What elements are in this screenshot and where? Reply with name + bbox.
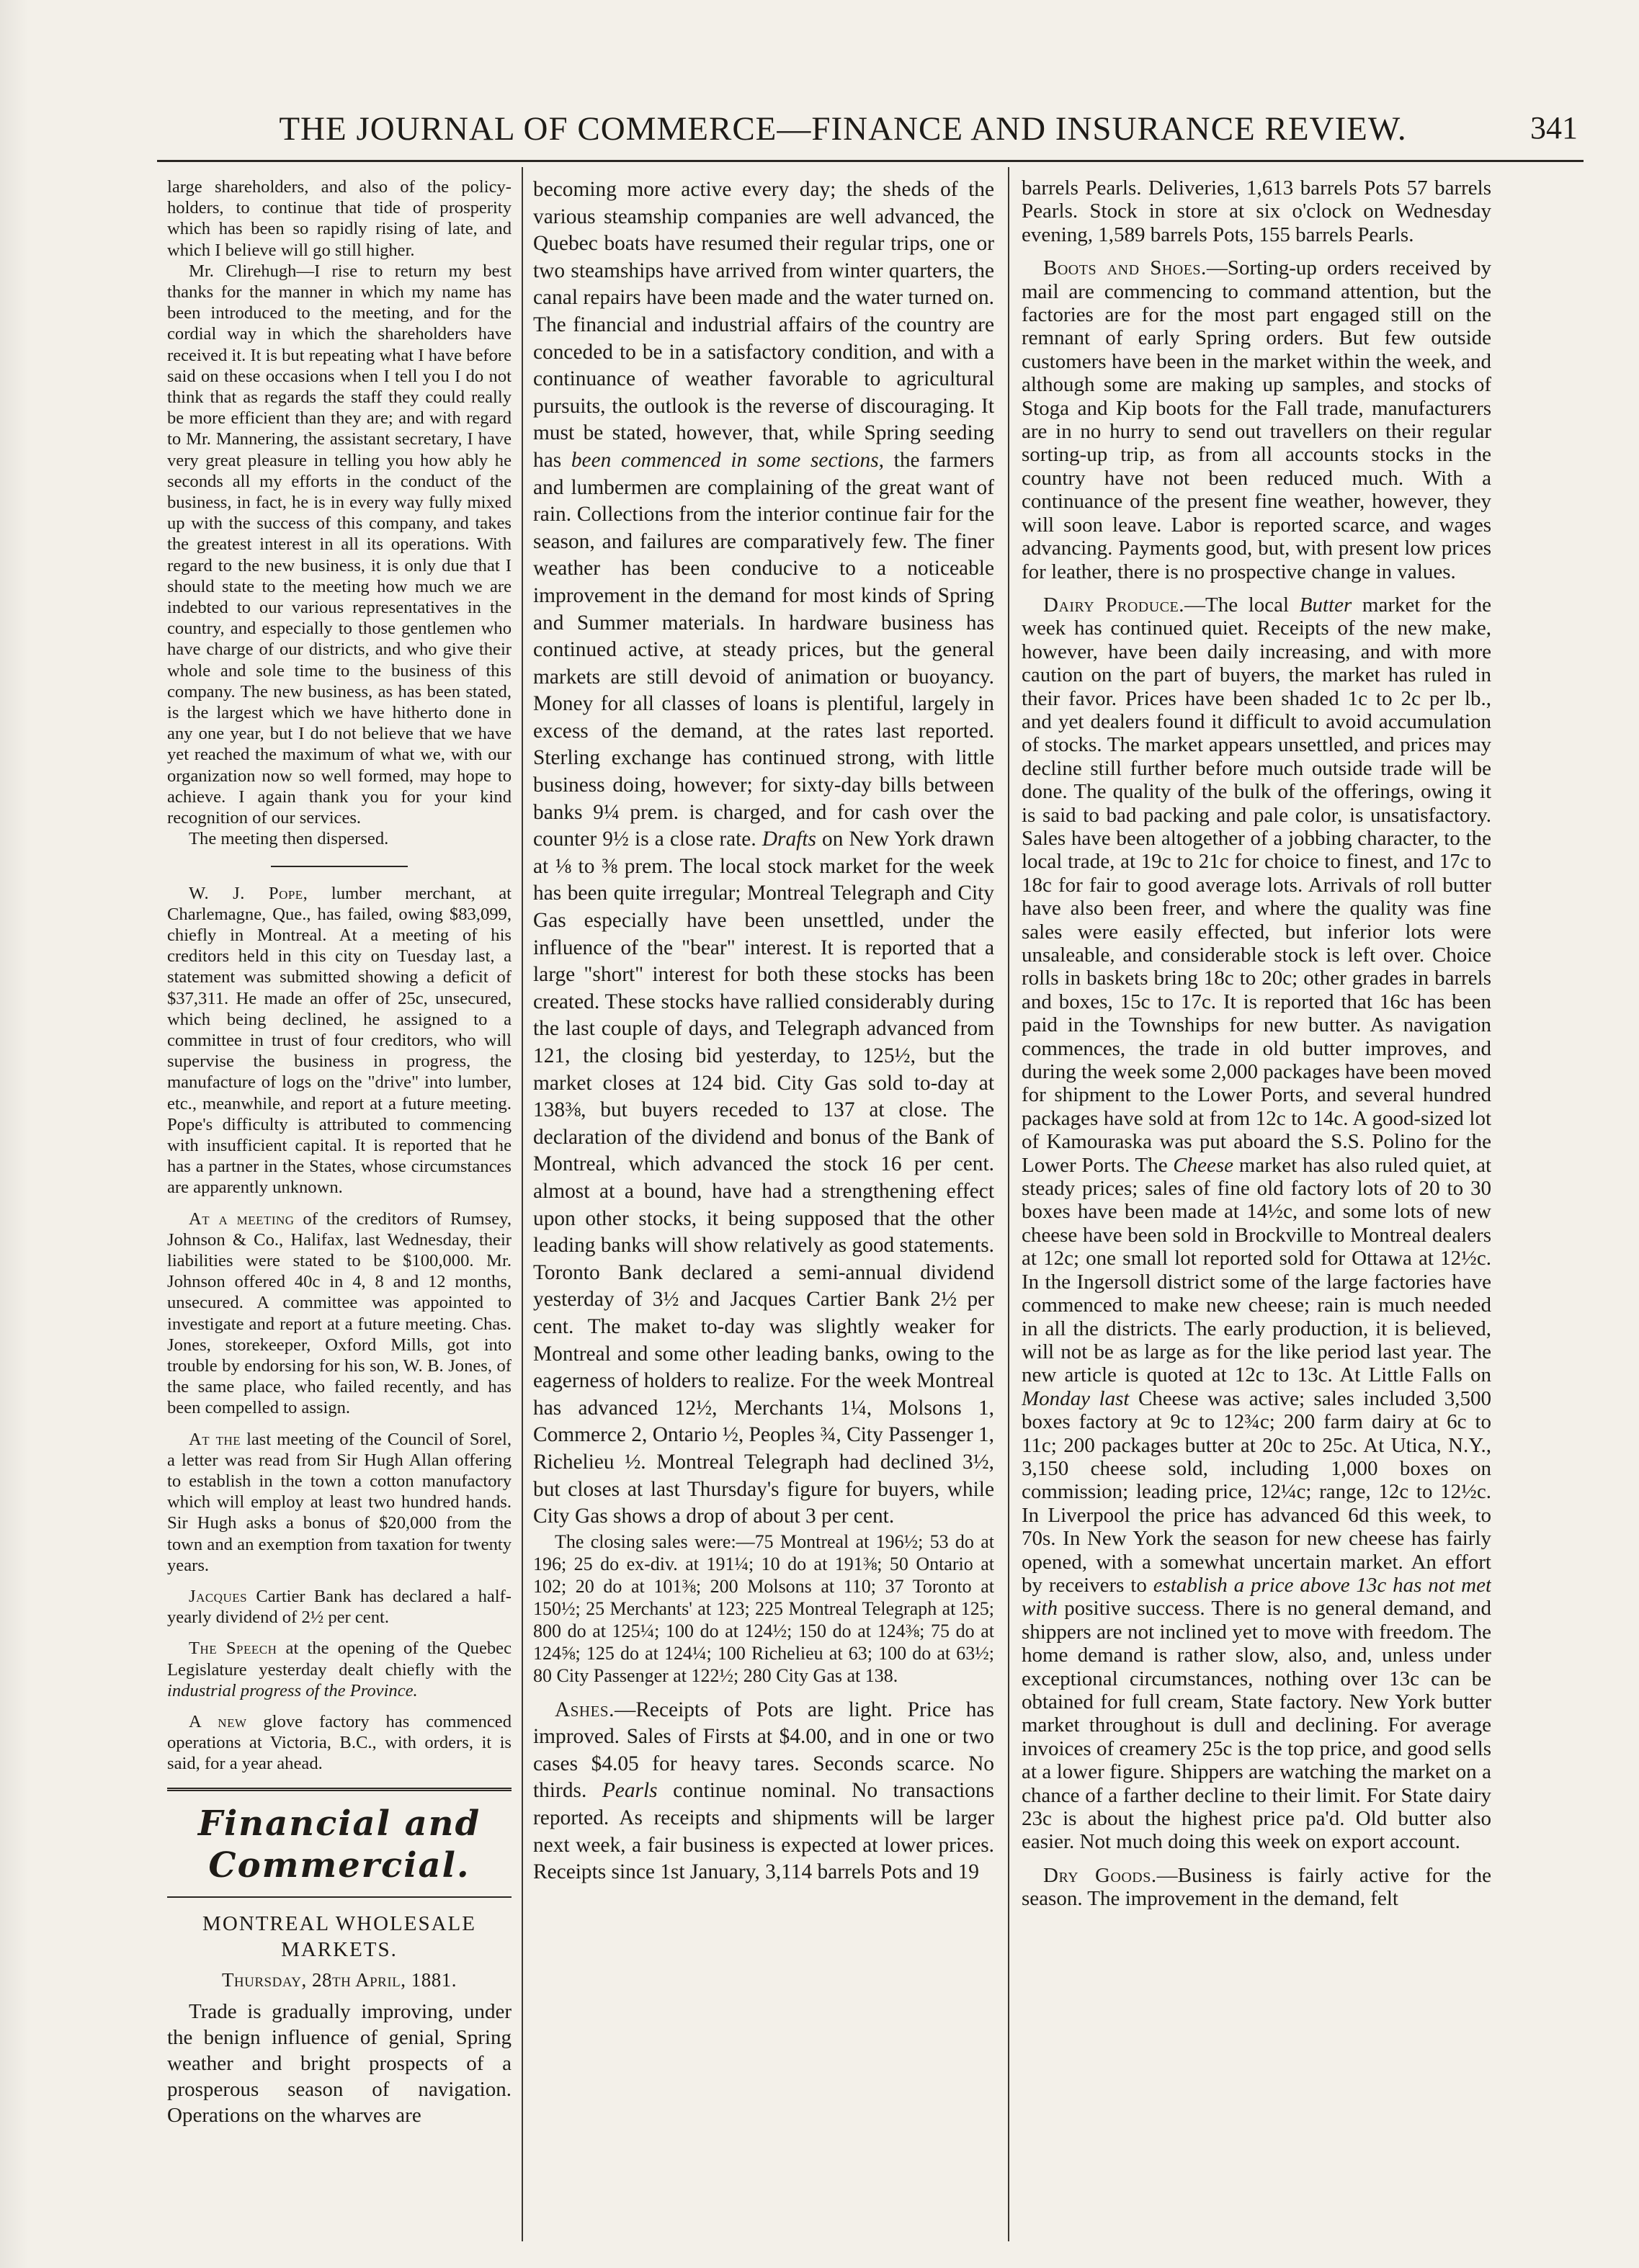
text-dry-goods: —Business is fairly active for the season. The improvement in the demand, felt — [1022, 1863, 1491, 1911]
text-pope: lumber merchant, at Charlemagne, Que., has failed, owing $83,099, chiefly in Montreal. At a meeting of his creditors held in this city on Tuesday last, a statement was submitted showing a deficit of $37,311. He made an offer of 25c, unsecured, which being declined, he assigned to a committee in trust of four creditors, who will supervise the business in progress, the manufacture of logs on the "drive" into lumber, etc., meanwhile, and report at a future meeting. Pope's difficulty is attributed to commencing with insufficient capital. It is reported that he has a partner in the States, whose circumstances are apparently unknown. — [167, 883, 512, 1198]
text-ashes-c: continue nominal. No transactions reported. As receipts and shipments will be larger next week, a fair business is expected at lower prices. Receipts since 1st January, 3,114 barrels Pots and 19 — [533, 1779, 994, 1884]
lead-dry-goods: Dry Goods. — [1043, 1863, 1157, 1887]
text-dairy-b: Butter — [1299, 593, 1352, 617]
page-header — [173, 108, 1585, 151]
section-rule — [167, 1788, 512, 1791]
lead-dairy: Dairy Produce. — [1043, 593, 1184, 617]
lead-pope: W. J. Pope, — [189, 883, 308, 903]
lead-speech: The Speech — [189, 1639, 277, 1659]
lead-rumsey: At a meeting — [189, 1209, 295, 1229]
paragraph-glove — [167, 1711, 512, 1775]
text-speech-b: industrial progress of the Province. — [167, 1680, 418, 1700]
paragraph-rumsey — [167, 1209, 512, 1419]
lead-sorel: At the — [189, 1429, 241, 1449]
text-dairy-c: market for the week has continued quiet. Receipts of the new make, however, have been daily increasing, and with more caution on the part of buyers, the market has ruled in their favor. Prices have been shaded 1c to 2c per lb., and yet dealers found it difficult to avoid accumulation of stocks. The market appears unsettled, and prices may decline still further before much outside trade will be done. The quality of the bulk of the offerings, owing it is said to bad packing and pale color, is unsatisfactory. Sales have been altogether of a jobbing character, to the local trade, at 19c to 21c for choice to finest, and 17c to 18c for fair to good average lots. Arrivals of roll butter have also been freer, and where the quality was fine sales were easily effected, but inferior lots were unsaleable, and considerable stock is left over. Choice rolls in baskets bring 18c to 20c; other grades in barrels and boxes, 15c to 17c. It is reported that 16c has been paid in the Townships for new butter. As navigation commences, the trade in old butter improves, and during the week some 2,000 packages have been moved for shipment to the Lower Ports, and several hundred packages have sold at from 12c to 14c. A good-sized lot of Kamouraska was put aboard the S.S. Polino for the Lower Ports. The — [1022, 593, 1491, 1177]
column-1 — [167, 176, 512, 2251]
paper-edge-shadow — [0, 0, 29, 2268]
text-dairy-i: positive success. There is no general demand, and shippers are not inclined yet to move with freedom. The home demand is rather slow, also, and, unless under exceptional circumstances, nothing over 13c can be obtained for full cream, State factory. New York butter market throughout is dull and declining. For average invoices of creamery 25c is the top price, and good sells at a lower figure. Shippers are watching the market on a chance of a farther decline to their limit. For State dairy 23c is about the highest price pa'd. Old butter also easier. Not much doing this week on export account. — [1022, 1597, 1491, 1854]
text-dairy-a: —The local — [1184, 593, 1290, 617]
text-ashes-a: —Receipts of Pots are light. Price has improved. Sales of Firsts at $4.00, and in one or two cases $4.05 for heavy tares. Seconds scarce. No thirds. — [533, 1698, 994, 1803]
column-2 — [533, 176, 994, 2251]
text-overview-c: the farmers and lumbermen are complaining of the great want of rain. Collections from the interior continue fair for the season, and failures are comparatively few. The finer weather has been conducive to a noticeable improvement in the demand for most kinds of Spring and Summer materials. In hardware business has continued active, at steady prices, but the general markets are still devoid of animation or buoyancy. Money for all classes of loans is plentiful, largely in excess of the demand, at the rates last reported. Sterling exchange has continued strong, with little business doing, however; for sixty-day bills between banks 9¼ prem. is charged, and for cash over the counter 9½ is a close rate. — [533, 448, 994, 851]
text-sorel: last meeting of the Council of Sorel, a letter was read from Sir Hugh Allan offering to establish in the town a cotton manufactory which will employ at least two hundred hands. Sir Hugh asks a bonus of $20,000 from the town and an exemption from taxation for twenty years. — [167, 1429, 512, 1575]
column-divider-1 — [522, 167, 523, 2241]
paragraph-sorel — [167, 1429, 512, 1576]
paragraph-markets-overview — [533, 176, 994, 1530]
text-boots: —Sorting-up orders received by mail are commencing to command attention, but the factories are for the most part engaged still on the remnant of early Spring orders. But few outside customers have been in the market within the week, and although some are making up samples, and stocks of Stoga and Kip boots for the Fall trade, manufacturers are in no hurry to send out travellers on their regular sorting-up trip, as from all accounts stocks in the country have not been reduced much. With a continuance of the present fine weather, however, they will soon leave. Labor is reported scarce, and wages advancing. Payments good, but, with present low prices for leather, there is no prospective change in values. — [1022, 256, 1491, 583]
markets-heading: MONTREAL WHOLESALE MARKETS. — [202, 1911, 476, 1961]
paragraph-dairy-produce — [1022, 593, 1491, 1854]
text-rumsey: of the creditors of Rumsey, Johnson & Co., Halifax, last Wednesday, their liabilities were stated to be $100,000. Mr. Johnson offered 40c in 4, 8 and 12 months, unsecured. A committee was appointed to investigate and report at a future meeting. Chas. Jones, storekeeper, Oxford Mills, got into trouble by endorsing for his son, W. B. Jones, of the same place, who failed recently, and has been compelled to assign. — [167, 1209, 512, 1418]
paragraph-speech — [167, 1638, 512, 1701]
text-glove: glove factory has commenced operations at Victoria, B.C., with orders, it is said, for a year ahead. — [167, 1712, 512, 1774]
page-number: 341 — [1530, 110, 1578, 145]
text-dairy-g: Cheese was active; sales included 3,500 boxes factory at 9c to 12¾c; 200 farm dairy at 6c to 11c; 200 packages butter at 20c to 25c. At Utica, N.Y., 3,150 cheese sold, including 1,000 boxes on commission; leading price, 12¼c; range, 12c to 12½c. In Liverpool the price has advanced 6d this week, to 70s. In New York the season for new cheese has fairly opened, with a somewhat uncertain market. An effort by receivers to — [1022, 1386, 1491, 1597]
column-divider-2 — [1008, 167, 1009, 2241]
lead-jacques: Jacques — [189, 1587, 248, 1606]
paragraph-dry-goods — [1022, 1864, 1491, 1911]
paragraph-trade-intro: Trade is gradually improving, under the benign influence of genial, Spring weather and bright prospects of a prosperous season of navigation. Operations on the wharves are — [167, 1999, 512, 2127]
text-overview-d: Drafts — [762, 828, 816, 851]
paragraph-pearls: barrels Pearls. Deliveries, 1,613 barrels Pots 57 barrels Pearls. Stock in store at six o'clock on Wednesday evening, 1,589 barrels Pots, 155 barrels Pearls. — [1022, 176, 1491, 246]
text-jacques: Cartier Bank has declared a half-yearly dividend of 2½ per cent. — [167, 1587, 512, 1628]
paragraph-boots-shoes — [1022, 256, 1491, 583]
text-dairy-d: Cheese — [1173, 1153, 1234, 1177]
text-ashes-b: Pearls — [602, 1779, 658, 1803]
lead-glove: A new — [189, 1712, 247, 1732]
paragraph-pope — [167, 883, 512, 1198]
text-overview-e: on New York drawn at ⅛ to ⅜ prem. The local stock market for the week has been quite irregular; Montreal Telegraph and City Gas especially have been unsettled, under the influence of the "bear" interest. It is reported that a large "short" interest for both these stocks has been created. These stocks have rallied considerably during the last couple of days, and Telegraph advanced from 121, the closing bid yesterday, to 125½, but the market closes at 124 bid. City Gas sold to-day at 138⅜, but buyers receded to 137 at close. The declaration of the dividend and bonus of the Bank of Montreal, which advanced the stock 16 per cent. almost at a bound, have had a strengthening effect upon other stocks, it being supposed that the other leading banks will show relatively as good statements. Toronto Bank declared a semi-annual dividend yesterday of 3½ and Jacques Cartier Bank 2½ per cent. The maket to-day was slightly weaker for Montreal and some other leading banks, owing to the eagerness of holders to realize. For the week Montreal has advanced 12½, Merchants 1¼, Molsons 1, Commerce 2, Ontario ½, Peoples ¾, City Passenger 1, Richelieu ½. Montreal Telegraph had declined 3½, but closes at last Thursday's figure for buyers, while City Gas shows a drop of about 3 per cent. — [533, 828, 994, 1528]
header-rule — [157, 160, 1584, 162]
column-3 — [1022, 176, 1491, 2251]
lead-boots: Boots and Shoes. — [1043, 256, 1207, 280]
text-speech-a: at the opening of the Quebec Legislature yesterday dealt chiefly with the — [167, 1639, 512, 1680]
text-dairy-h: establish a price above 13c has not met with — [1022, 1573, 1491, 1621]
article-separator — [271, 866, 408, 867]
lead-ashes: Ashes. — [555, 1698, 615, 1721]
paragraph-meeting-dispersed: The meeting then dispersed. — [189, 829, 389, 849]
paragraph-jacques-cartier — [167, 1586, 512, 1628]
markets-date: Thursday, 28th April, 1881. — [221, 1968, 457, 1991]
text-overview-a: becoming more active every day; the sheds of the various steamship companies are well advanced, the Quebec boats have resumed their regular trips, one or two steamships have arrived from winter quarters, the canal repairs have been made and the water turned on. The financial and industrial affairs of the country are conceded to be in a satisfactory condition, and with a continuance of weather favorable to agricultural pursuits, the outlook is the reverse of discouraging. It must be stated, however, that, while Spring seeding has — [533, 178, 994, 472]
paragraph-ashes — [533, 1697, 994, 1886]
paragraph-closing-sales: The closing sales were:—75 Montreal at 196½; 53 do at 196; 25 do ex-div. at 191¼; 10 do at 191⅜; 50 Ontario at 102; 20 do at 101⅜; 200 Molsons at 110; 37 Toronto at 150½; 25 Merchants' at 123; 225 Montreal Telegraph at 125; 800 do at 125¼; 100 do at 124½; 150 do at 124⅜; 75 do at 124⅝; 125 do at 124¼; 100 Richelieu at 63; 100 do at 63½; 80 City Passenger at 122½; 280 City Gas at 138. — [533, 1530, 994, 1686]
journal-title: THE JOURNAL OF COMMERCE—FINANCE AND INSURANCE REVIEW. — [279, 110, 1407, 148]
section-rule-lower — [167, 1896, 512, 1898]
section-title: Financial and Commercial. — [197, 1803, 481, 1886]
text-overview-b: been commenced in some sections, — [571, 448, 884, 472]
paragraph-clirehugh: Mr. Clirehugh—I rise to return my best thanks for the manner in which my name has been introduced to the meeting, and for the cordial way in which the shareholders have received it. It is but repeating what I have before said on these occasions when I tell you I do not think that as regards the staff they could really be more efficient than they are; and with regard to Mr. Mannering, the assistant secretary, I have very great pleasure in telling you how ably he seconds all my efforts in the conduct of the business, in fact, he is in every way fully mixed up with the success of this company, and takes the greatest interest in all its operations. With regard to the new business, it is only due that I should state to the meeting how much we are indebted to our various representatives in the country, and especially to those gentlemen who have charge of our districts, and who give their whole and sole time to the business of this company. The new business, as has been stated, is the largest which we have hitherto done in any one year, but I do not believe that we have yet reached the maximum of what we, with our organization now so well formed, may hope to achieve. I again thank you for your kind recognition of our services. — [167, 261, 512, 828]
paragraph-policyholders: large shareholders, and also of the policy-holders, to continue that tide of prosperity which has been so rapidly rising of late, and which I believe will go still higher. — [167, 177, 512, 260]
text-dairy-f: Monday last — [1022, 1386, 1130, 1410]
text-dairy-e: market has also ruled quiet, at steady prices; sales of fine old factory lots of 20 to 30 boxes have been made at 14½c, and some lots of new cheese have been sold in Brockville to Montreal dealers at 12c; one small lot reported sold for Ottawa at 12½c. In the Ingersoll district some of the large factories have commenced to make new cheese; rain is much needed in all the districts. The early production, it is believed, will not be as large as for the like period last year. The new article is quoted at 12c to 13c. At Little Falls on — [1022, 1153, 1491, 1387]
